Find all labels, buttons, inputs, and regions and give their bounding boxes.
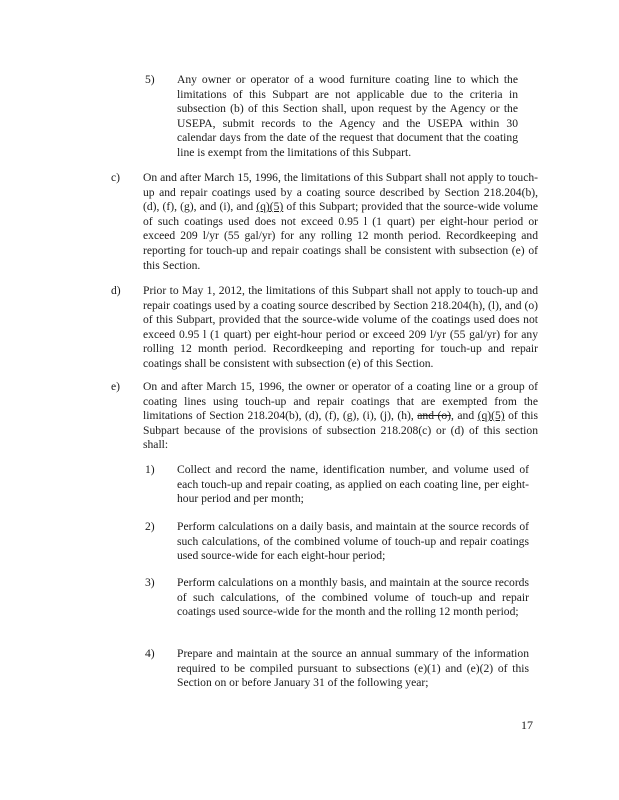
paragraph-e-4-text: Prepare and maintain at the source an annual summary of the information required to be compiled pursuant to subsections (e)(1) and (e)(2) of this Section on or before January 31 of the following year; bbox=[177, 647, 529, 690]
paragraph-c-inserted-ref: (q)(5) bbox=[256, 200, 284, 214]
paragraph-e-inserted-ref: (q)(5) bbox=[477, 409, 505, 423]
paragraph-5-label: 5) bbox=[145, 73, 155, 86]
paragraph-d-label: d) bbox=[111, 284, 121, 297]
paragraph-5-text: Any owner or operator of a wood furniture coating line to which the limitations of this Subpart are not applicable due to the criteria in subsection (b) of this Section shall, upon request by the Agency or the USEPA, submit records to the Agency and the USEPA within 30 calendar days from the date of the request that document that the coating line is exempt from the limitations of this Subpart. bbox=[177, 73, 518, 159]
paragraph-c-text-part1: On and after March 15, 1996, the limitations of this Subpart shall not apply to touch-up and repair coatings used by a coating source described by Section 218.204(b), (d), (f), (g), and (i), and bbox=[143, 171, 538, 214]
paragraph-e-4-label: 4) bbox=[145, 647, 155, 660]
paragraph-e-1-label: 1) bbox=[145, 463, 155, 476]
paragraph-c-text-part2: of this Subpart; provided that the source-wide volume of such coatings used does not exceed 0.95 l (1 quart) per eight-hour period or exceed 209 l/yr (55 gal/yr) for any rolling 12 month period. Recordkeeping and reporting for touch-up and repair coatings shall be consistent with subsection (e) of this Section. bbox=[143, 200, 538, 272]
paragraph-c-text bbox=[143, 171, 538, 273]
paragraph-e-text-part3: of this Subpart because of the provisions of subsection 218.208(c) or (d) of this section shall: bbox=[143, 409, 538, 452]
paragraph-e-1-text: Collect and record the name, identification number, and volume used of each touch-up and repair coating, as applied on each coating line, per eight-hour period and per month; bbox=[177, 463, 529, 506]
paragraph-e-label: e) bbox=[111, 380, 121, 393]
page-number: 17 bbox=[521, 718, 533, 732]
paragraph-e-deleted-text: and (o) bbox=[417, 409, 451, 423]
paragraph-e-text-part1: On and after March 15, 1996, the owner or operator of a coating line or a group of coating lines using touch-up and repair coatings that are exempted from the limitations of Section 218.204(b), (d), (f), (g), (i), (j), (h), bbox=[143, 380, 538, 423]
paragraph-e-text bbox=[143, 380, 538, 453]
paragraph-e-2-text: Perform calculations on a daily basis, and maintain at the source records of such calculations, of the combined volume of touch-up and repair coatings used source-wide for each eight-hour period; bbox=[177, 520, 529, 563]
paragraph-e-3-text: Perform calculations on a monthly basis, and maintain at the source records of such calculations, of the combined volume of touch-up and repair coatings used source-wide for the month and the rolling 12 month period; bbox=[177, 576, 529, 619]
paragraph-e-3-label: 3) bbox=[145, 576, 155, 589]
paragraph-c-label: c) bbox=[111, 171, 121, 184]
paragraph-e-2-label: 2) bbox=[145, 520, 155, 533]
paragraph-d-text: Prior to May 1, 2012, the limitations of this Subpart shall not apply to touch-up and repair coatings used by a coating source described by Section 218.204(h), (l), and (o) of this Subpart, provided that the source-wide volume of the coatings used does not exceed 0.95 l (1 quart) per eight-hour period or exceed 209 l/yr (55 gal/yr) for any rolling 12 month period. Recordkeeping and reporting for touch-up and repair coatings shall be consistent with subsection (e) of this Section. bbox=[143, 284, 538, 370]
paragraph-e-text-part2: , and bbox=[451, 409, 478, 423]
